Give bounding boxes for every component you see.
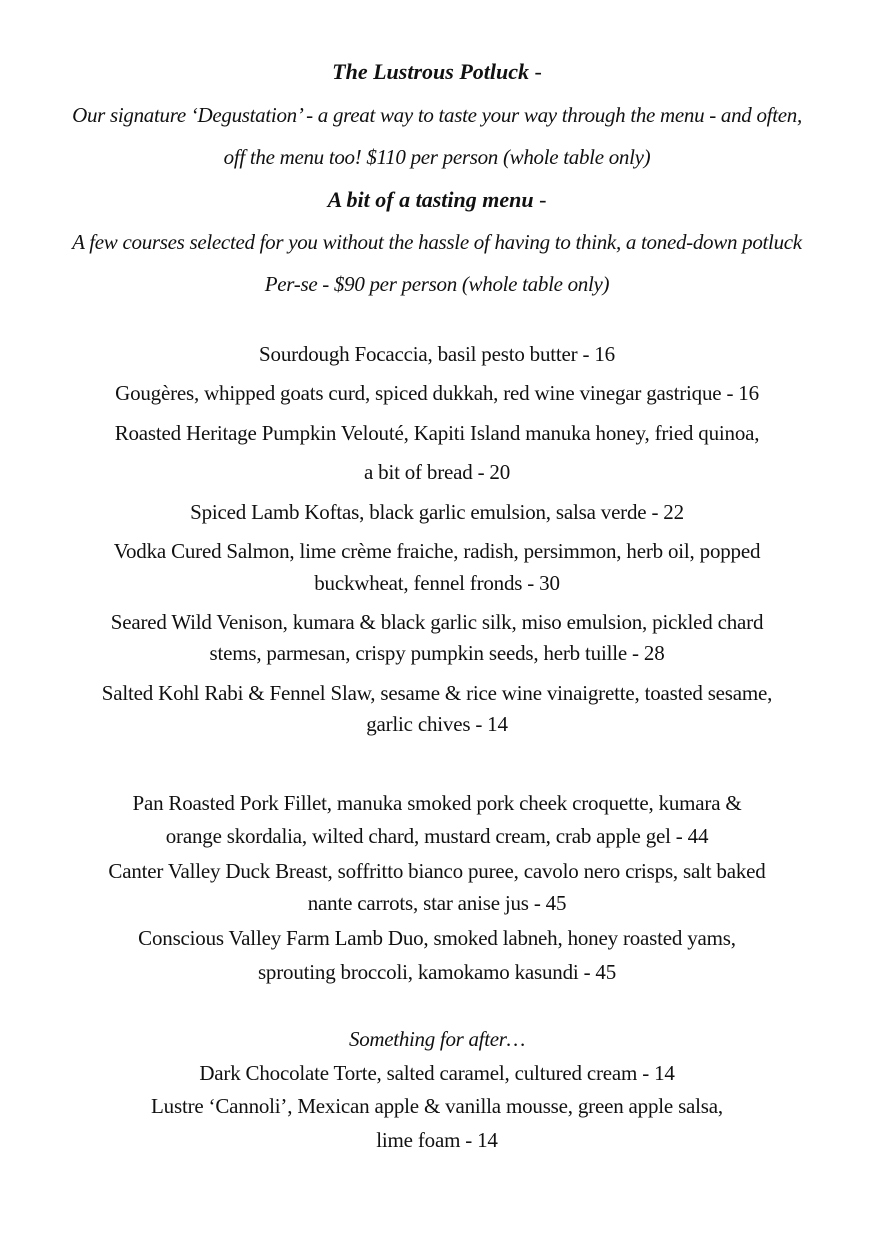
small-plate-koftas: Spiced Lamb Koftas, black garlic emulsion, salsa verde - 22 bbox=[190, 500, 684, 524]
small-plate-salmon-line-2: buckwheat, fennel fronds - 30 bbox=[314, 571, 560, 595]
potluck-description-line-2: off the menu too! $110 per person (whole table only) bbox=[223, 145, 651, 169]
dessert-heading: Something for after… bbox=[349, 1027, 525, 1051]
main-duck-line-1: Canter Valley Duck Breast, soffritto bianco puree, cavolo nero crisps, salt baked bbox=[108, 859, 766, 883]
main-lamb-line-2: sprouting broccoli, kamokamo kasundi - 45 bbox=[257, 960, 617, 984]
tasting-menu-heading bbox=[0, 186, 874, 214]
potluck-heading bbox=[0, 58, 874, 86]
small-plate-slaw-line-2: garlic chives - 14 bbox=[366, 712, 508, 736]
tasting-menu-description-line-1: A few courses selected for you without the hassle of having to think, a toned-down potluck bbox=[72, 230, 802, 254]
main-pork-line-2: orange skordalia, wilted chard, mustard cream, crab apple gel - 44 bbox=[165, 824, 709, 848]
potluck-title: The Lustrous Potluck bbox=[332, 59, 529, 84]
tasting-menu-description-line-2: Per-se - $90 per person (whole table only) bbox=[264, 272, 610, 296]
main-lamb-line-1: Conscious Valley Farm Lamb Duo, smoked labneh, honey roasted yams, bbox=[138, 926, 736, 950]
small-plate-focaccia: Sourdough Focaccia, basil pesto butter - 16 bbox=[259, 342, 615, 366]
small-plate-venison-line-1: Seared Wild Venison, kumara & black garlic silk, miso emulsion, pickled chard bbox=[110, 610, 764, 634]
small-plate-pumpkin-line-1: Roasted Heritage Pumpkin Velouté, Kapiti Island manuka honey, fried quinoa, bbox=[114, 421, 760, 445]
tasting-menu-dash: - bbox=[533, 187, 547, 212]
main-pork-line-1: Pan Roasted Pork Fillet, manuka smoked pork cheek croquette, kumara & bbox=[132, 791, 742, 815]
small-plate-venison-line-2: stems, parmesan, crispy pumpkin seeds, herb tuille - 28 bbox=[209, 641, 665, 665]
potluck-dash: - bbox=[528, 59, 542, 84]
tasting-menu-title: A bit of a tasting menu bbox=[327, 187, 534, 212]
dessert-cannoli-line-2: lime foam - 14 bbox=[376, 1128, 498, 1152]
small-plate-pumpkin-line-2: a bit of bread - 20 bbox=[363, 460, 511, 484]
small-plate-slaw-line-1: Salted Kohl Rabi & Fennel Slaw, sesame & rice wine vinaigrette, toasted sesame, bbox=[101, 681, 773, 705]
dessert-torte: Dark Chocolate Torte, salted caramel, cultured cream - 14 bbox=[199, 1061, 675, 1085]
small-plate-salmon-line-1: Vodka Cured Salmon, lime crème fraiche, radish, persimmon, herb oil, popped bbox=[113, 539, 761, 563]
dessert-cannoli-line-1: Lustre ‘Cannoli’, Mexican apple & vanilla mousse, green apple salsa, bbox=[151, 1094, 723, 1118]
main-duck-line-2: nante carrots, star anise jus - 45 bbox=[307, 891, 567, 915]
small-plate-gougeres: Gougères, whipped goats curd, spiced dukkah, red wine vinegar gastrique - 16 bbox=[115, 381, 759, 405]
potluck-description-line-1: Our signature ‘Degustation’ - a great way to taste your way through the menu - and often, bbox=[72, 103, 802, 127]
